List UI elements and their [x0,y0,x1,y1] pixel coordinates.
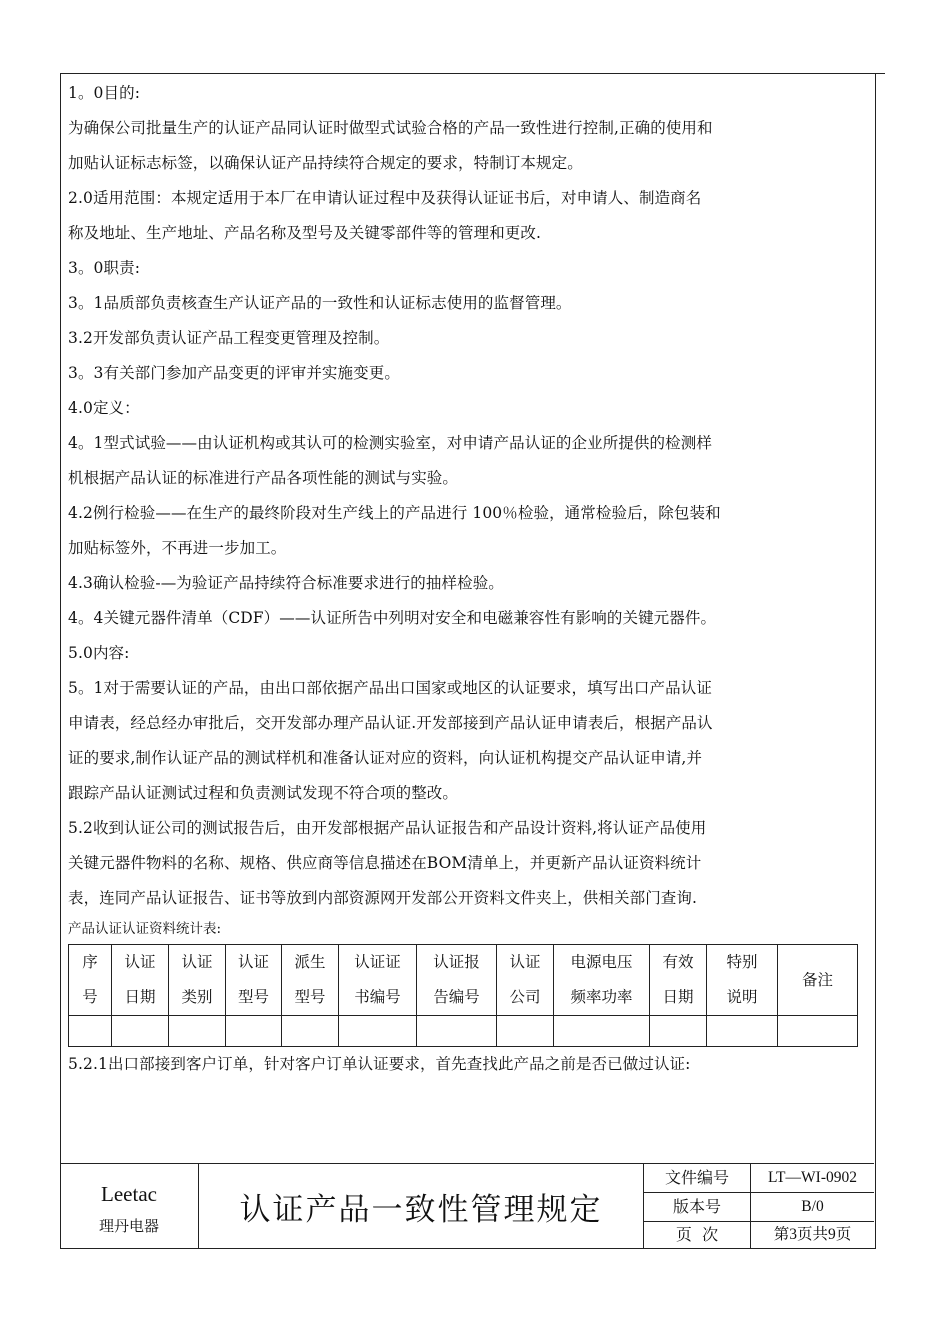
paragraph-line: 加贴标签外，不再进一步加工。 [68,539,287,557]
header-text: 电源电压 [570,953,633,971]
certification-stats-table [68,944,858,1047]
paragraph-line: 为确保公司批量生产的认证产品同认证时做型式试验合格的产品一致性进行控制,正确的使用和 [68,119,713,137]
table-header-cell [282,945,339,1016]
header-text: 特别 [726,953,758,971]
company-name: 理丹电器 [98,1217,159,1235]
paragraph-line: 表，连同产品认证报告、证书等放到内部资源网开发部公开资料文件夹上，供相关部门查询. [68,889,698,907]
paragraph-list [68,76,868,916]
header-text: 类别 [181,988,213,1006]
paragraph-line: 3。0职责: [68,259,141,277]
table-cell [226,1016,282,1047]
table-cell [112,1016,169,1047]
header-text: 型号 [237,988,269,1006]
table-caption: 产品认证认证资料统计表: [68,921,222,937]
header-text: 序 [82,953,98,971]
document-footer [60,1163,874,1249]
table-cell [650,1016,707,1047]
header-text: 说明 [726,988,758,1006]
header-text: 告编号 [433,988,480,1006]
table-header-cell [778,945,858,1016]
table-header-cell [226,945,282,1016]
paragraph-line: 3。3有关部门参加产品变更的评审并实施变更。 [68,364,400,382]
paragraph-line: 机根据产品认证的标准进行产品各项性能的测试与实验。 [68,469,459,487]
table-cell [339,1016,417,1047]
table-cell [497,1016,554,1047]
paragraph-line: 4.3确认检验-—为验证产品持续符合标准要求进行的抽样检验。 [68,574,504,592]
table-cell [707,1016,778,1047]
paragraph-line: 1。0目的: [68,84,141,102]
table-header-cell [554,945,650,1016]
header-text: 有效 [662,953,694,971]
file-no-value: LT—WI-0902 [768,1169,857,1186]
paragraph-line: 3.2开发部负责认证产品工程变更管理及控制。 [68,329,390,347]
table-cell [282,1016,339,1047]
header-text: 认证报 [433,953,480,971]
company-logo-cell [60,1164,199,1249]
paragraph-line: 3。1品质部负责核查生产认证产品的一致性和认证标志使用的监督管理。 [68,294,572,312]
table-header-cell [112,945,169,1016]
paragraph-line: 4.2例行检验——在生产的最终阶段对生产线上的产品进行 100％检验，通常检验后，除包装和 [68,504,721,522]
header-text: 频率功率 [570,988,633,1006]
paragraph-line: 跟踪产品认证测试过程和负责测试发现不符合项的整改。 [68,784,459,802]
table-header-cell [707,945,778,1016]
table-row [69,1016,858,1047]
company-logo: Leetac [101,1182,157,1206]
header-text: 认证证 [354,953,401,971]
header-text: 型号 [294,988,326,1006]
paragraph-line: 5.0内容: [68,644,130,662]
paragraph-line: 加贴认证标志标签，以确保认证产品持续符合规定的要求，特制订本规定。 [68,154,583,172]
table-header-cell [417,945,497,1016]
table-header-cell [169,945,226,1016]
paragraph-line: 4。4关键元器件清单（CDF）——认证所告中列明对安全和电磁兼容性有影响的关键元器件。 [68,609,717,627]
paragraph-line: 5.2收到认证公司的测试报告后，由开发部根据产品认证报告和产品设计资料,将认证产品使用 [68,819,707,837]
paragraph-line: 2.0适用范围：本规定适用于本厂在申请认证过程中及获得认证证书后，对申请人、制造商名 [68,189,702,207]
table-header-cell [497,945,554,1016]
header-text: 日期 [124,988,156,1006]
paragraph-line: 关键元器件物料的名称、规格、供应商等信息描述在BOM清单上，并更新产品认证资料统计 [68,854,702,872]
paragraph-5-2-1: 5.2.1出口部接到客户订单，针对客户订单认证要求，首先查找此产品之前是否已做过认证: [68,1055,691,1073]
header-text: 号 [82,988,98,1006]
page-label: 页 次 [644,1221,751,1249]
table-cell [417,1016,497,1047]
document-body [68,76,868,1081]
table-header-row [69,945,858,1016]
meta-row-page [644,1221,874,1249]
document-title: 认证产品一致性管理规定 [199,1164,644,1249]
header-text: 日期 [662,988,694,1006]
paragraph-line: 申请表，经总经办审批后，交开发部办理产品认证.开发部接到产品认证申请表后，根据产品认 [68,714,713,732]
paragraph-line: 4.0定义： [68,399,140,417]
paragraph-line: 5。1对于需要认证的产品，由出口部依据产品出口国家或地区的认证要求，填写出口产品认证 [68,679,712,697]
table-cell [778,1016,858,1047]
header-text: 认证 [124,953,156,971]
table-header-cell [69,945,112,1016]
table-header-cell [339,945,417,1016]
version-value: B/0 [801,1198,824,1215]
header-text: 认证 [509,953,541,971]
table-cell [169,1016,226,1047]
table-cell [554,1016,650,1047]
header-text: 备注 [801,970,833,989]
header-text: 认证 [237,953,269,971]
version-label: 版本号 [644,1193,751,1221]
table-header-cell [650,945,707,1016]
document-meta [644,1164,874,1249]
page-value: 第3页共9页 [773,1226,852,1243]
paragraph-line: 称及地址、生产地址、产品名称及型号及关键零部件等的管理和更改. [68,224,542,242]
header-text: 派生 [294,953,326,971]
paragraph-line: 4。1型式试验——由认证机构或其认可的检测实验室，对申请产品认证的企业所提供的检测样 [68,434,712,452]
file-no-label: 文件编号 [644,1164,751,1192]
paragraph-line: 证的要求,制作认证产品的测试样机和准备认证对应的资料，向认证机构提交产品认证申请,并 [68,749,703,767]
table-cell [69,1016,112,1047]
header-text: 认证 [181,953,213,971]
header-text: 书编号 [354,988,401,1006]
meta-row-file-no [644,1164,874,1193]
header-text: 公司 [509,988,541,1006]
meta-row-version [644,1193,874,1222]
